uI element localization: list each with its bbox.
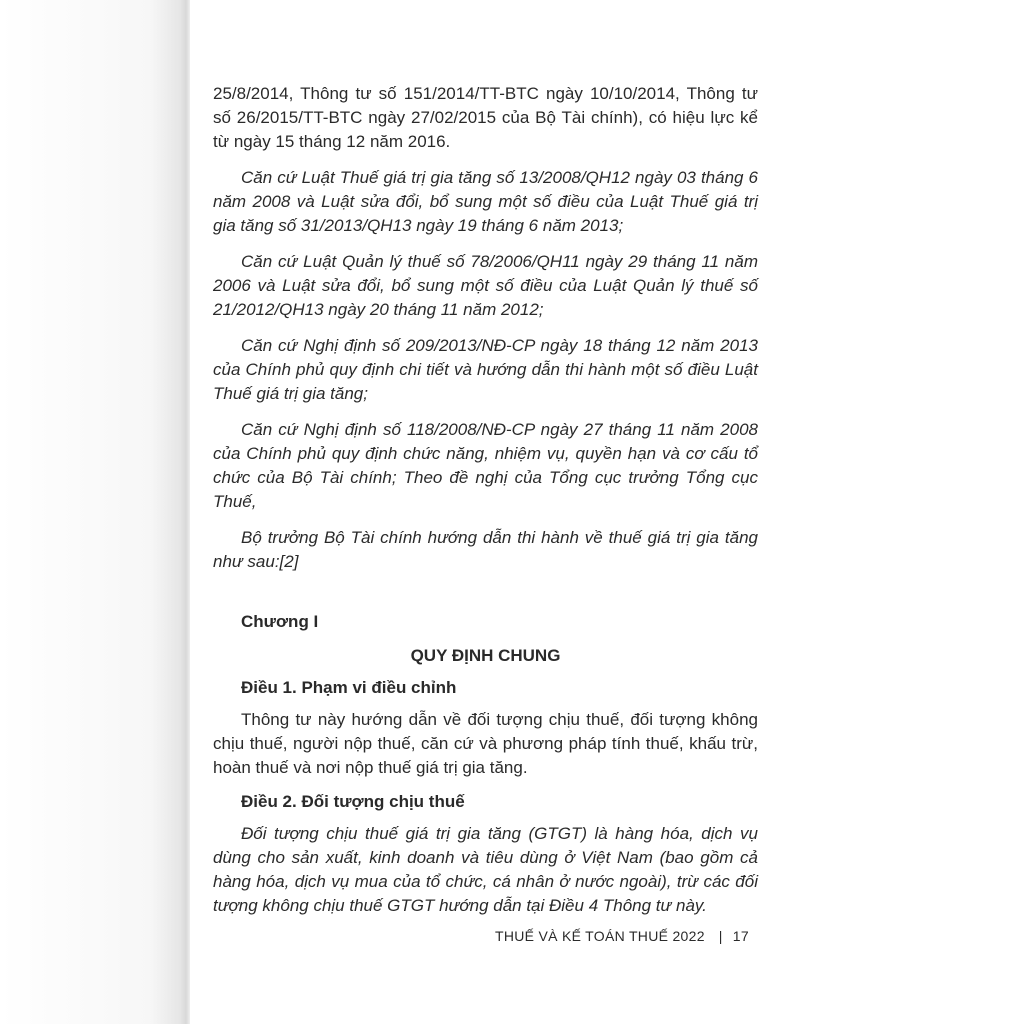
page-content xyxy=(213,82,758,918)
paragraph-minister-decision: Bộ trưởng Bộ Tài chính hướng dẫn thi hành về thuế giá trị gia tăng như sau:[2] xyxy=(213,528,758,571)
paragraph-legal-basis-4: Căn cứ Nghị định số 118/2008/NĐ-CP ngày 27 tháng 11 năm 2008 của Chính phủ quy định chức năng, nhiệm vụ, quyền hạn và cơ cấu tổ chức của Bộ Tài chính; Theo đề nghị của Tổng cục trưởng Tổng cục Thuế, xyxy=(213,420,758,511)
chapter-label: Chương I xyxy=(241,612,319,631)
paragraph-legal-basis-2: Căn cứ Luật Quản lý thuế số 78/2006/QH11 ngày 29 tháng 11 năm 2006 và Luật sửa đổi, bổ sung một số điều của Luật Quản lý thuế số 21/2012/QH13 ngày 20 tháng 11 năm 2012; xyxy=(213,252,758,319)
article-1-body: Thông tư này hướng dẫn về đối tượng chịu thuế, đối tượng không chịu thuế, người nộp thuế, căn cứ và phương pháp tính thuế, khấu trừ, hoàn thuế và nơi nộp thuế giá trị gia tăng. xyxy=(213,710,758,777)
footer-separator: | xyxy=(718,928,723,944)
book-page xyxy=(190,0,1024,1024)
chapter-title: QUY ĐỊNH CHUNG xyxy=(410,646,561,665)
paragraph-legal-basis-3: Căn cứ Nghị định số 209/2013/NĐ-CP ngày 18 tháng 12 năm 2013 của Chính phủ quy định chi tiết và hướng dẫn thi hành một số điều Luật Thuế giá trị gia tăng; xyxy=(213,336,758,403)
paragraph-continuation: 25/8/2014, Thông tư số 151/2014/TT-BTC ngày 10/10/2014, Thông tư số 26/2015/TT-BTC ngày 27/02/2015 của Bộ Tài chính), có hiệu lực kể từ ngày 15 tháng 12 năm 2016. xyxy=(213,84,758,151)
article-2-heading: Điều 2. Đối tượng chịu thuế xyxy=(241,792,465,811)
article-2-body: Đối tượng chịu thuế giá trị gia tăng (GTGT) là hàng hóa, dịch vụ dùng cho sản xuất, kinh doanh và tiêu dùng ở Việt Nam (bao gồm cả hàng hóa, dịch vụ mua của tổ chức, cá nhân ở nước ngoài), trừ các đối tượng không chịu thuế GTGT hướng dẫn tại Điều 4 Thông tư này. xyxy=(213,824,758,915)
article-1-heading: Điều 1. Phạm vi điều chỉnh xyxy=(241,678,457,697)
page-gutter-shadow xyxy=(0,0,190,1024)
footer-book-title: THUẾ VÀ KẾ TOÁN THUẾ 2022 xyxy=(495,928,705,944)
page-footer xyxy=(495,928,795,944)
footer-page-number: 17 xyxy=(732,928,749,944)
paragraph-legal-basis-1: Căn cứ Luật Thuế giá trị gia tăng số 13/2008/QH12 ngày 03 tháng 6 năm 2008 và Luật sửa đổi, bổ sung một số điều của Luật Thuế giá trị gia tăng số 31/2013/QH13 ngày 19 tháng 6 năm 2013; xyxy=(213,168,758,235)
